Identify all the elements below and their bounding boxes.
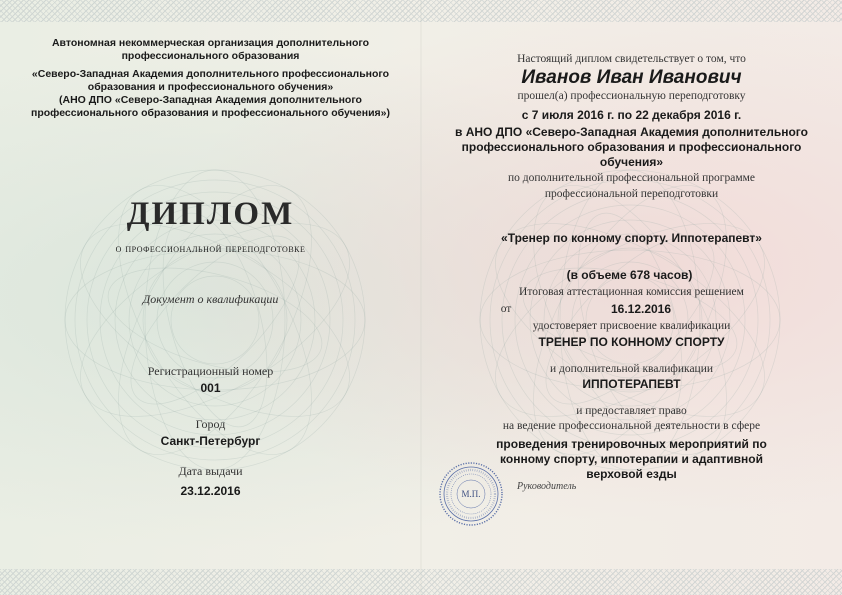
- institution-line: обучения»: [599, 155, 664, 169]
- decision-date: 16.12.2016: [610, 302, 672, 316]
- qualification-value: ТРЕНЕР ПО КОННОМУ СПОРТУ: [538, 335, 725, 349]
- passed-text: прошел(а) профессиональную переподготовку: [517, 90, 746, 102]
- activity-sphere-line: конному спорту, иппотерапии и адаптивной: [500, 452, 763, 466]
- diploma-title: ДИПЛОМ: [126, 196, 295, 232]
- program-text: по дополнительной профессиональной программе: [508, 172, 755, 184]
- program-volume: (в объеме 678 часов): [566, 268, 693, 282]
- issue-date-label: Дата выдачи: [178, 464, 243, 478]
- org-name-line: профессионального образования и профессионального обучения»): [30, 107, 390, 119]
- issue-date-value: 23.12.2016: [180, 484, 241, 498]
- activity-text: на ведение профессиональной деятельности в сфере: [502, 420, 761, 432]
- signer-label: Руководитель: [517, 481, 577, 492]
- city-label: Город: [195, 417, 226, 431]
- org-name-line: Автономная некоммерческая организация дополнительного: [51, 37, 370, 49]
- official-stamp: [437, 460, 505, 528]
- additional-qualification-value: ИППОТЕРАПЕВТ: [582, 377, 681, 391]
- intro-text: Настоящий диплом свидетельствует о том, что: [517, 53, 746, 65]
- registration-number-value: 001: [200, 381, 221, 395]
- certifies-text: удостоверяет присвоение квалификации: [532, 320, 731, 332]
- commission-text: Итоговая аттестационная комиссия решением: [519, 286, 744, 298]
- org-name-line: образования и профессионального обучения»: [87, 81, 334, 93]
- graduate-name: Иванов Иван Иванович: [521, 67, 742, 88]
- activity-sphere-line: проведения тренировочных мероприятий по: [496, 437, 767, 451]
- additional-qualification-label: и дополнительной квалификации: [549, 363, 714, 375]
- city-value: Санкт-Петербург: [160, 434, 261, 448]
- grants-text: и предоставляет право: [576, 405, 687, 417]
- org-name-line: «Северо-Западная Академия дополнительного профессионального: [31, 68, 390, 80]
- org-name-line: (АНО ДПО «Северо-Западная Академия дополнительного: [59, 94, 362, 106]
- study-period: с 7 июля 2016 г. по 22 декабря 2016 г.: [521, 108, 742, 122]
- document-kind: Документ о квалификации: [142, 292, 279, 306]
- diploma-subtitle: о профессиональной переподготовке: [115, 241, 306, 255]
- activity-sphere-line: верховой езды: [586, 467, 677, 481]
- institution-line: профессионального образования и профессионального: [461, 140, 802, 154]
- stamp-text: М.П.: [461, 489, 481, 499]
- org-name-line: профессионального образования: [121, 50, 300, 62]
- registration-number-label: Регистрационный номер: [147, 364, 274, 378]
- program-text: профессиональной переподготовки: [544, 188, 719, 200]
- program-name: «Тренер по конному спорту. Иппотерапевт»: [501, 231, 762, 245]
- decision-from-label: от: [500, 303, 512, 315]
- institution-line: в АНО ДПО «Северо-Западная Академия дополнительного: [455, 125, 808, 139]
